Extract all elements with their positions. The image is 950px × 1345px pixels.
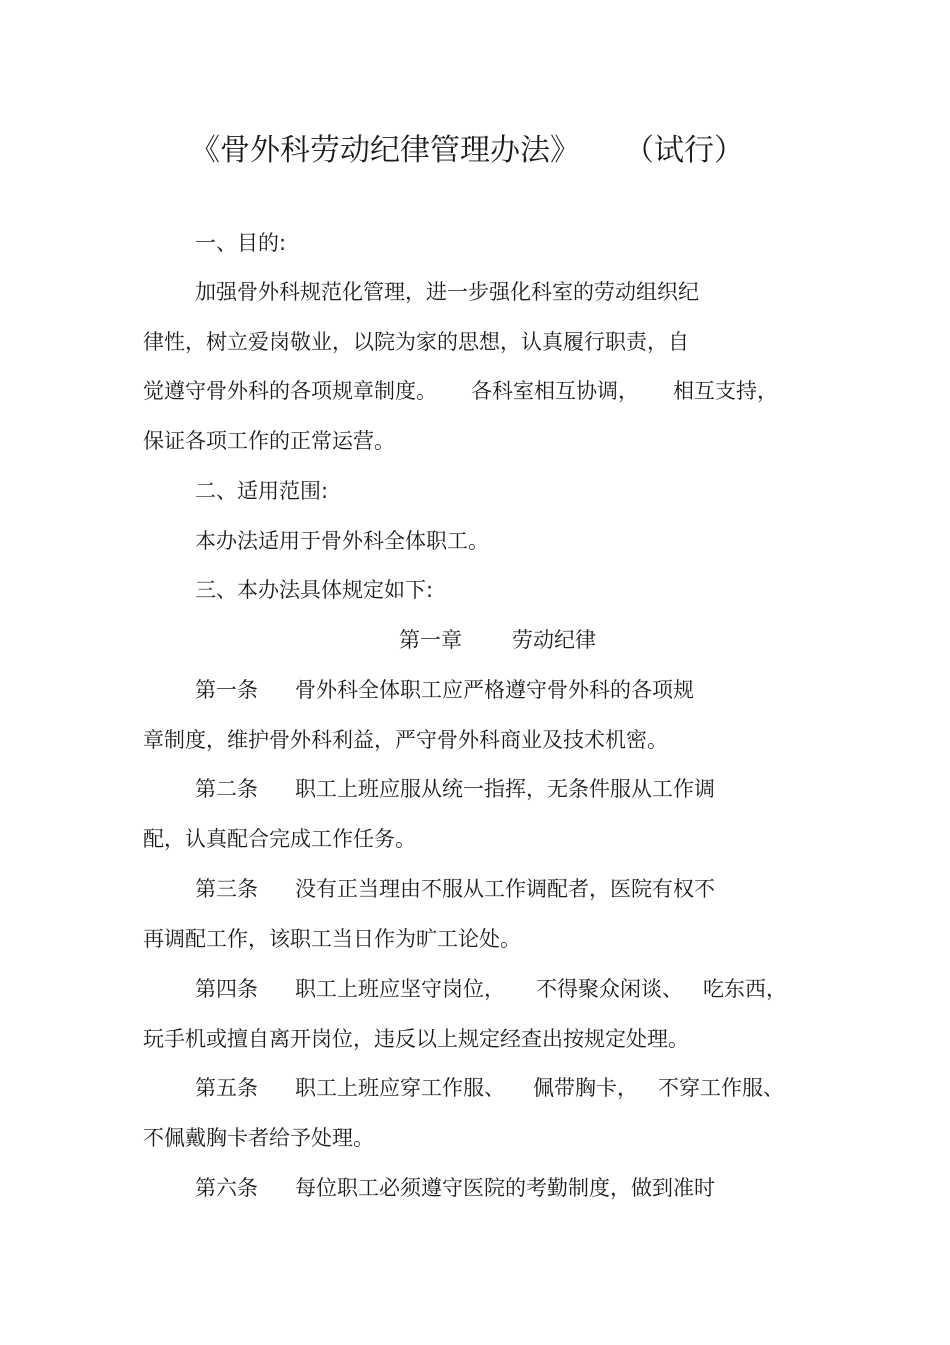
- article-line: [195, 779, 715, 800]
- title-main: 《骨外科劳动纪律管理办法》: [190, 133, 580, 168]
- article-line: [195, 1078, 784, 1099]
- section-3-heading: 三、本办法具体规定如下:: [195, 578, 434, 602]
- text-span: 不得聚众闲谈、: [536, 977, 683, 1001]
- text-span: 各科室相互协调，: [471, 379, 639, 403]
- article-line: [195, 979, 787, 1000]
- article-line: [195, 680, 694, 701]
- article-label: 第六条: [195, 1176, 258, 1200]
- text-span: 骨外科全体职工应严格遵守骨外科的各项规: [295, 678, 694, 702]
- paragraph-line: 加强骨外科规范化管理，进一步强化科室的劳动组织纪: [195, 280, 699, 304]
- article-label: 第二条: [195, 777, 258, 801]
- chapter-heading: [399, 630, 596, 651]
- paragraph-line: 本办法适用于骨外科全体职工。: [195, 529, 489, 553]
- article-line: [195, 879, 715, 900]
- article-label: 第一条: [195, 678, 258, 702]
- article-line: 章制度，维护骨外科利益，严守骨外科商业及技术机密。: [143, 728, 668, 752]
- text-span: 职工上班应坚守岗位，: [295, 977, 505, 1001]
- article-line: [195, 1178, 715, 1199]
- paragraph-line: 律性，树立爱岗敬业，以院为家的思想，认真履行职责，自: [143, 330, 689, 354]
- text-span: 每位职工必须遵守医院的考勤制度，做到准时: [295, 1176, 715, 1200]
- article-line: 玩手机或擅自离开岗位，违反以上规定经查出按规定处理。: [143, 1027, 689, 1051]
- article-label: 第四条: [195, 977, 258, 1001]
- chapter-name: 劳动纪律: [512, 628, 596, 652]
- article-label: 第三条: [195, 877, 258, 901]
- article-label: 第五条: [195, 1076, 258, 1100]
- paragraph-line: 保证各项工作的正常运营。: [143, 429, 395, 453]
- article-line: 再调配工作，该职工当日作为旷工论处。: [143, 927, 521, 951]
- text-span: 觉遵守骨外科的各项规章制度。: [143, 379, 437, 403]
- chapter-number: 第一章: [399, 628, 462, 652]
- section-1-heading: 一、目的:: [195, 231, 287, 255]
- text-span: 职工上班应服从统一指挥，无条件服从工作调: [295, 777, 715, 801]
- article-line: 配，认真配合完成工作任务。: [143, 827, 416, 851]
- text-span: 佩带胸卡，: [533, 1076, 638, 1100]
- title-suffix: （试行）: [624, 133, 744, 168]
- text-span: 吃东西，: [703, 977, 787, 1001]
- article-line: 不佩戴胸卡者给予处理。: [143, 1126, 374, 1150]
- section-2-heading: 二、适用范围:: [195, 479, 329, 503]
- text-span: 相互支持，: [673, 379, 778, 403]
- text-span: 没有正当理由不服从工作调配者，医院有权不: [295, 877, 715, 901]
- text-span: 职工上班应穿工作服、: [295, 1076, 505, 1100]
- text-span: 不穿工作服、: [658, 1076, 784, 1100]
- document-title: [190, 125, 744, 169]
- paragraph-line: [143, 381, 778, 402]
